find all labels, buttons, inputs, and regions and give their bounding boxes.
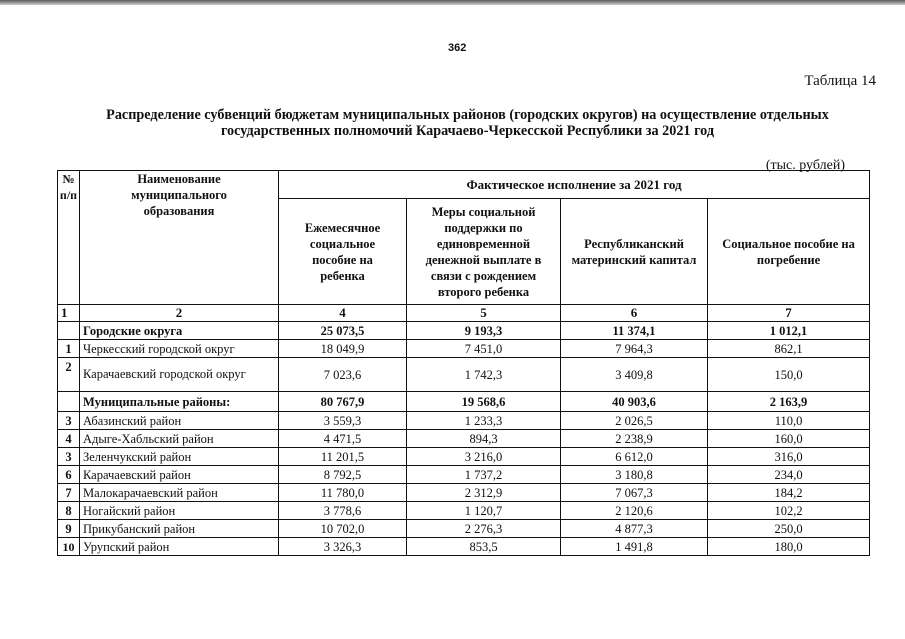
row-col4: 11 780,0 (279, 484, 407, 502)
row-col5: 9 193,3 (407, 322, 561, 340)
row-col4: 3 326,3 (279, 538, 407, 556)
row-num: 6 (58, 466, 80, 484)
row-col4: 3 559,3 (279, 412, 407, 430)
row-num: 3 (58, 448, 80, 466)
table-row (58, 412, 870, 430)
row-col5: 1 737,2 (407, 466, 561, 484)
row-col7: 862,1 (708, 340, 870, 358)
title-line-2: государственных полномочий Карачаево-Черкесской Республики за 2021 год (220, 123, 715, 139)
row-col7: 316,0 (708, 448, 870, 466)
table-row (58, 484, 870, 502)
row-col4: 80 767,9 (279, 392, 407, 412)
header-num: № п/п (58, 171, 80, 305)
row-col4: 4 471,5 (279, 430, 407, 448)
header-group: Фактическое исполнение за 2021 год (279, 171, 870, 199)
row-col5: 894,3 (407, 430, 561, 448)
row-col5: 1 120,7 (407, 502, 561, 520)
row-col7: 180,0 (708, 538, 870, 556)
table-row (58, 322, 870, 340)
header-col7: Социальное пособие на погребение (708, 199, 870, 305)
row-col7: 150,0 (708, 358, 870, 392)
row-num: 9 (58, 520, 80, 538)
table-row (58, 340, 870, 358)
row-col5: 1 742,3 (407, 358, 561, 392)
row-col7: 102,2 (708, 502, 870, 520)
page-number: 362 (448, 42, 467, 54)
row-col6: 3 409,8 (561, 358, 708, 392)
row-col5: 2 276,3 (407, 520, 561, 538)
row-num: 10 (58, 538, 80, 556)
row-col7: 110,0 (708, 412, 870, 430)
row-num: 1 (58, 340, 80, 358)
row-col5: 1 233,3 (407, 412, 561, 430)
colnum-6: 6 (561, 305, 708, 322)
row-name: Урупский район (80, 538, 279, 556)
row-col6: 6 612,0 (561, 448, 708, 466)
row-col6: 7 067,3 (561, 484, 708, 502)
row-name: Черкесский городской округ (80, 340, 279, 358)
colnum-5: 5 (407, 305, 561, 322)
row-col6: 7 964,3 (561, 340, 708, 358)
colnum-7: 7 (708, 305, 870, 322)
header-row-1 (58, 171, 870, 199)
row-col7: 1 012,1 (708, 322, 870, 340)
row-num: 7 (58, 484, 80, 502)
table-row (58, 448, 870, 466)
row-col5: 19 568,6 (407, 392, 561, 412)
row-name: Абазинский район (80, 412, 279, 430)
row-name: Муниципальные районы: (80, 392, 279, 412)
row-col6: 4 877,3 (561, 520, 708, 538)
table-row (58, 520, 870, 538)
row-col7: 234,0 (708, 466, 870, 484)
row-name: Прикубанский район (80, 520, 279, 538)
row-col4: 11 201,5 (279, 448, 407, 466)
row-col7: 250,0 (708, 520, 870, 538)
scan-edge (0, 0, 905, 5)
row-col6: 3 180,8 (561, 466, 708, 484)
table-row (58, 392, 870, 412)
subventions-table (57, 170, 870, 556)
row-col5: 2 312,9 (407, 484, 561, 502)
document-title (60, 107, 875, 139)
row-col5: 3 216,0 (407, 448, 561, 466)
row-col4: 7 023,6 (279, 358, 407, 392)
row-col7: 160,0 (708, 430, 870, 448)
table-row (58, 466, 870, 484)
row-col4: 18 049,9 (279, 340, 407, 358)
row-num (58, 392, 80, 412)
row-num (58, 322, 80, 340)
row-col5: 853,5 (407, 538, 561, 556)
unit-label: (тыс. рублей) (765, 158, 845, 173)
row-name: Городские округа (80, 322, 279, 340)
row-name: Карачаевский городской округ (80, 358, 279, 392)
row-col4: 25 073,5 (279, 322, 407, 340)
row-col4: 8 792,5 (279, 466, 407, 484)
row-num: 3 (58, 412, 80, 430)
row-name: Зеленчукский район (80, 448, 279, 466)
colnum-2: 2 (80, 305, 279, 322)
table-row (58, 538, 870, 556)
row-col5: 7 451,0 (407, 340, 561, 358)
row-col6: 2 238,9 (561, 430, 708, 448)
row-col7: 184,2 (708, 484, 870, 502)
header-name: Наименование муниципального образования (80, 171, 279, 305)
colnum-4: 4 (279, 305, 407, 322)
row-num: 2 (58, 358, 80, 392)
row-name: Карачаевский район (80, 466, 279, 484)
row-col4: 10 702,0 (279, 520, 407, 538)
row-name: Ногайский район (80, 502, 279, 520)
table-row (58, 358, 870, 392)
row-num: 4 (58, 430, 80, 448)
row-col6: 2 026,5 (561, 412, 708, 430)
header-col5: Меры социальной поддержки по единовременной денежной выплате в связи с рождением второго ребенка (407, 199, 561, 305)
row-col6: 2 120,6 (561, 502, 708, 520)
header-col6: Республиканский материнский капитал (561, 199, 708, 305)
row-num: 8 (58, 502, 80, 520)
row-col4: 3 778,6 (279, 502, 407, 520)
row-col6: 40 903,6 (561, 392, 708, 412)
title-line-1: Распределение субвенций бюджетам муниципальных районов (городских округов) на осуществление отдельных (106, 107, 829, 123)
row-col6: 1 491,8 (561, 538, 708, 556)
header-col4: Ежемесячное социальное пособие на ребенка (279, 199, 407, 305)
table-label: Таблица 14 (804, 73, 876, 89)
column-numbers-row (58, 305, 870, 322)
row-col6: 11 374,1 (561, 322, 708, 340)
row-name: Малокарачаевский район (80, 484, 279, 502)
row-col7: 2 163,9 (708, 392, 870, 412)
row-name: Адыге-Хабльский район (80, 430, 279, 448)
table-row (58, 502, 870, 520)
colnum-1: 1 (58, 305, 80, 322)
table-row (58, 430, 870, 448)
